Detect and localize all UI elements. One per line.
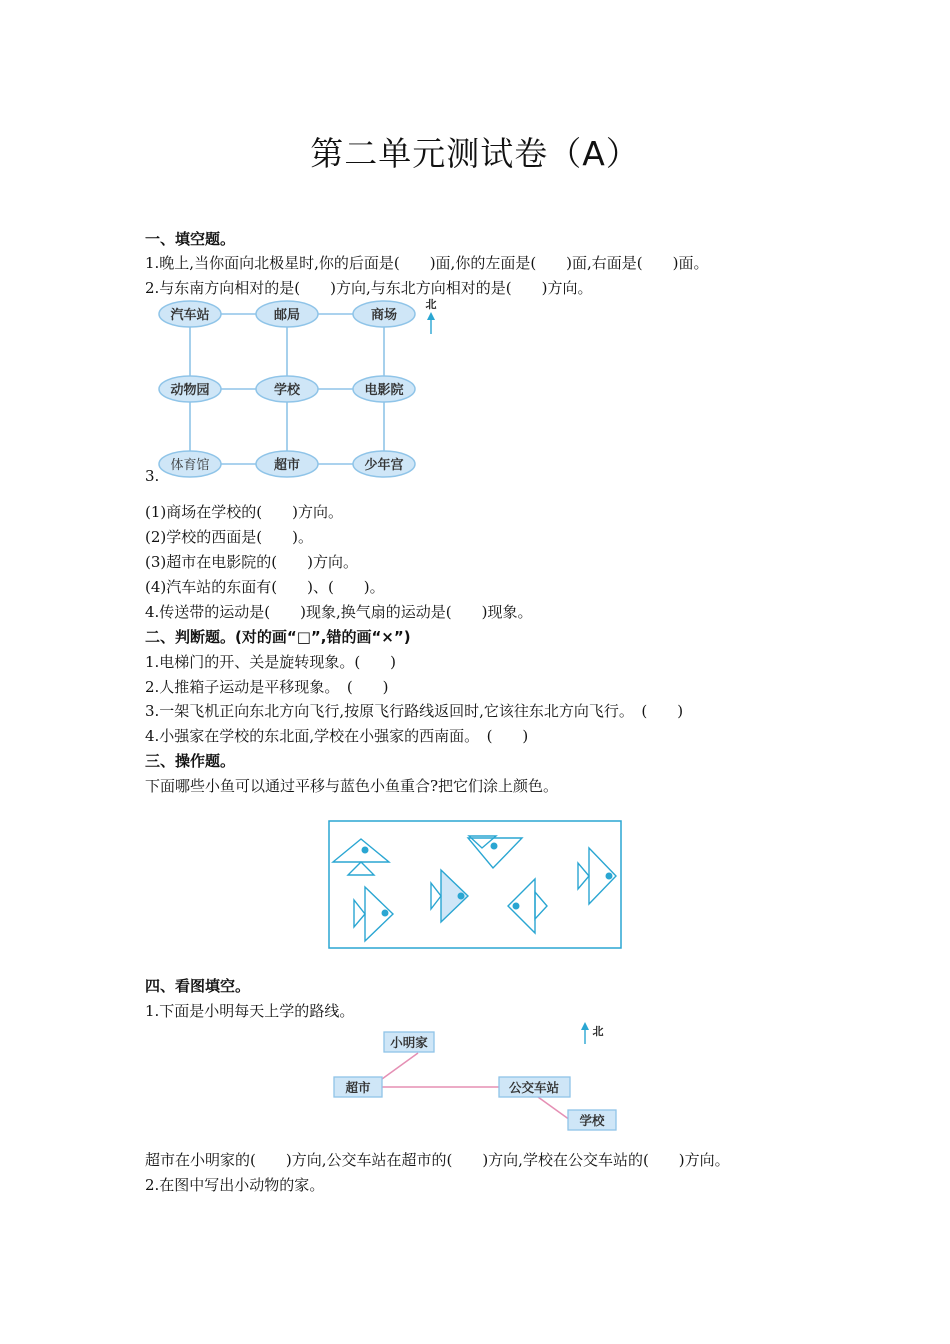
s4-question-2: 2.在图中写出小动物的家。 xyxy=(145,1176,325,1194)
map-node-cinema xyxy=(353,376,415,402)
s2-question-1: 1.电梯门的开、关是旋转现象。( ) xyxy=(145,653,397,671)
map-node-youth-palace xyxy=(353,451,415,477)
svg-text:学校: 学校 xyxy=(273,383,301,398)
s1-question-4: 4.传送带的运动是( )现象,换气扇的运动是( )现象。 xyxy=(145,603,533,621)
svg-text:小明家: 小明家 xyxy=(390,1035,428,1050)
fish-figure xyxy=(328,820,622,950)
map-node-mall xyxy=(353,301,415,327)
s2-question-4: 4.小强家在学校的东北面,学校在小强家的西南面。 ( ) xyxy=(145,727,529,745)
s2-question-3: 3.一架飞机正向东北方向飞行,按原飞行路线返回时,它该往东北方向飞行。 ( ) xyxy=(145,702,684,720)
map-node-school xyxy=(256,376,318,402)
route-node-school xyxy=(568,1110,616,1130)
map-node-gym xyxy=(159,451,221,477)
s1-question-3-number: 3. xyxy=(145,467,160,485)
s1-question-1: 1.晚上,当你面向北极星时,你的后面是( )面,你的左面是( )面,右面是( )面。 xyxy=(145,254,709,272)
route-node-home xyxy=(384,1032,434,1052)
map-node-post-office xyxy=(256,301,318,327)
route-map xyxy=(330,1018,620,1134)
map-north-label: 北 xyxy=(425,298,437,311)
svg-text:超市: 超市 xyxy=(273,458,301,473)
s1-question-2: 2.与东南方向相对的是( )方向,与东北方向相对的是( )方向。 xyxy=(145,279,593,297)
page-title: 第二单元测试卷（A） xyxy=(310,134,640,173)
section3-heading: 三、操作题。 xyxy=(145,752,236,770)
map-node-zoo xyxy=(159,376,221,402)
svg-text:汽车站: 汽车站 xyxy=(170,308,210,323)
map-node-bus-station xyxy=(159,301,221,327)
s4-question-1-fill: 超市在小明家的( )方向,公交车站在超市的( )方向,学校在公交车站的( )方向。 xyxy=(145,1151,730,1169)
svg-text:公交车站: 公交车站 xyxy=(508,1080,560,1095)
fish-frame xyxy=(329,821,621,948)
route-node-bus-stop xyxy=(499,1077,570,1097)
s1-question-3-3: (3)超市在电影院的( )方向。 xyxy=(145,553,358,571)
north-indicator xyxy=(426,298,437,334)
s1-question-3-2: (2)学校的西面是( )。 xyxy=(145,528,313,546)
svg-text:商场: 商场 xyxy=(370,308,398,323)
section2-heading: 二、判断题。(对的画“□”,错的画“×”) xyxy=(145,628,411,646)
svg-text:邮局: 邮局 xyxy=(273,308,301,323)
route-node-market xyxy=(334,1077,382,1097)
direction-map xyxy=(150,296,450,486)
svg-text:少年宫: 少年宫 xyxy=(364,458,404,473)
s1-question-3-1: (1)商场在学校的( )方向。 xyxy=(145,503,343,521)
map-node-supermarket xyxy=(256,451,318,477)
svg-text:动物园: 动物园 xyxy=(170,383,210,398)
s3-instruction: 下面哪些小鱼可以通过平移与蓝色小鱼重合?把它们涂上颜色。 xyxy=(145,777,559,795)
s1-question-3-4: (4)汽车站的东面有( )、( )。 xyxy=(145,578,385,596)
route-north-label: 北 xyxy=(592,1025,604,1038)
svg-text:体育馆: 体育馆 xyxy=(170,458,210,473)
section1-heading: 一、填空题。 xyxy=(145,230,236,248)
route-north-indicator xyxy=(581,1022,604,1044)
svg-text:学校: 学校 xyxy=(579,1113,605,1128)
svg-text:电影院: 电影院 xyxy=(364,383,404,398)
section4-heading: 四、看图填空。 xyxy=(145,977,251,995)
svg-text:超市: 超市 xyxy=(345,1080,371,1095)
s2-question-2: 2.人推箱子运动是平移现象。 ( ) xyxy=(145,678,389,696)
s4-question-1: 1.下面是小明每天上学的路线。 xyxy=(145,1002,355,1020)
